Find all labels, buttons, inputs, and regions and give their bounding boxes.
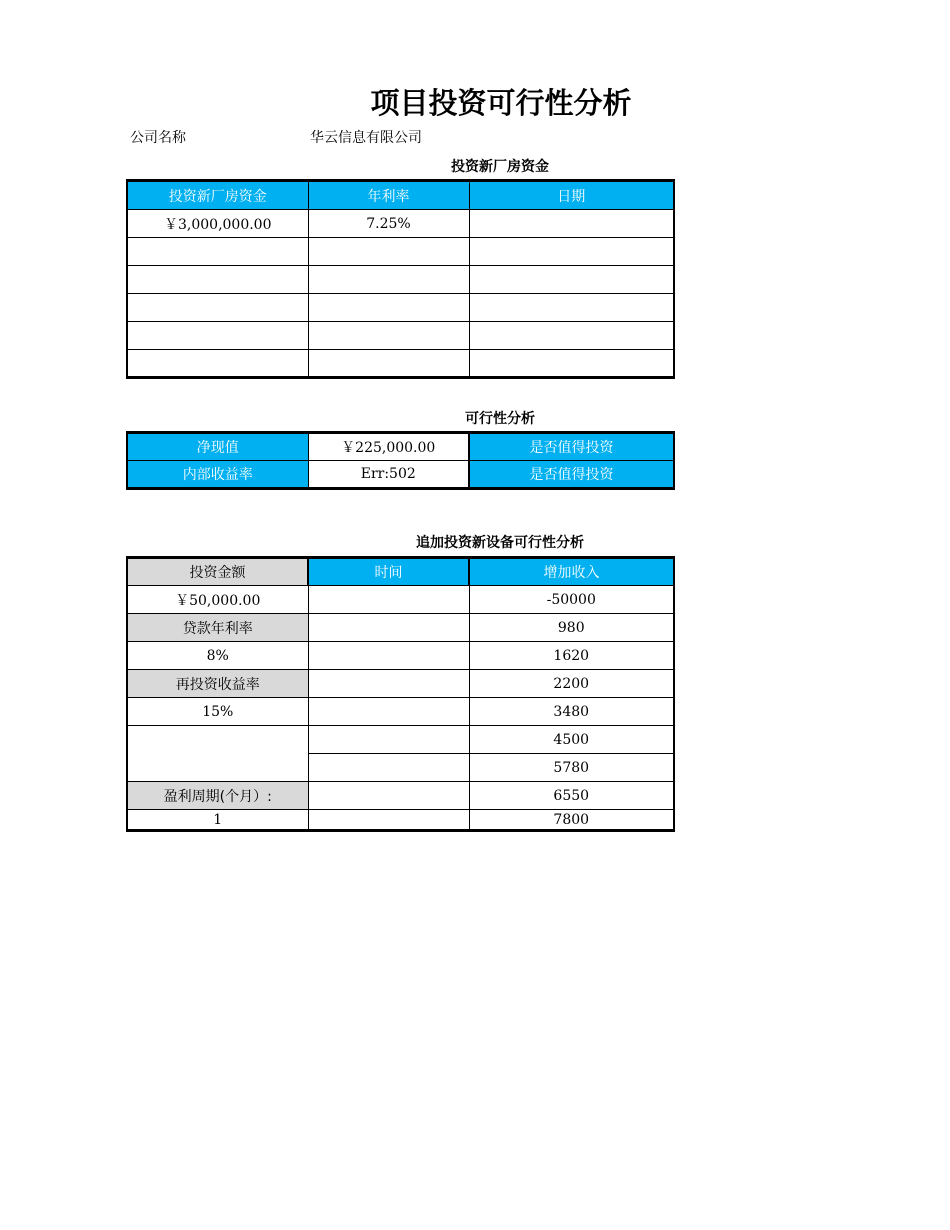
section2-caption: 可行性分析 (465, 411, 535, 427)
equipment-investment-table (126, 556, 675, 832)
income-cell[interactable]: 6550 (469, 782, 674, 810)
table-row (127, 642, 674, 670)
rate-cell[interactable] (308, 238, 469, 266)
table-row (127, 350, 674, 378)
loan-rate-value[interactable]: 8% (127, 642, 308, 670)
time-cell[interactable] (308, 698, 469, 726)
header-added-income: 增加收入 (469, 558, 674, 586)
investment-cell[interactable] (127, 238, 308, 266)
table-row (127, 266, 674, 294)
table-row (127, 586, 674, 614)
income-cell[interactable]: 5780 (469, 754, 674, 782)
table-row (127, 670, 674, 698)
time-cell[interactable] (308, 642, 469, 670)
header-annual-rate: 年利率 (308, 181, 469, 210)
time-cell[interactable] (308, 754, 469, 782)
investment-cell[interactable] (127, 266, 308, 294)
date-cell[interactable] (469, 266, 674, 294)
income-cell[interactable]: 4500 (469, 726, 674, 754)
rate-cell[interactable] (308, 322, 469, 350)
feasibility-table (126, 431, 675, 490)
company-label: 公司名称 (130, 130, 186, 146)
table-row (127, 782, 674, 810)
rate-cell[interactable] (308, 266, 469, 294)
date-cell[interactable] (469, 238, 674, 266)
rate-cell[interactable] (308, 350, 469, 378)
time-cell[interactable] (308, 614, 469, 642)
header-investment-amount: 投资金额 (127, 558, 308, 586)
date-cell[interactable] (469, 350, 674, 378)
time-cell[interactable] (308, 726, 469, 754)
time-cell[interactable] (308, 670, 469, 698)
table-row (127, 322, 674, 350)
header-date: 日期 (469, 181, 674, 210)
table-row (127, 433, 674, 461)
table-row (127, 810, 674, 831)
irr-label: 内部收益率 (127, 461, 308, 489)
reinvest-rate-label: 再投资收益率 (127, 670, 308, 698)
irr-value[interactable]: Err:502 (308, 461, 469, 489)
investment-cell[interactable] (127, 294, 308, 322)
page-title: 项目投资可行性分析 (370, 86, 632, 120)
profit-period-label: 盈利周期(个月）: (127, 782, 308, 810)
income-cell[interactable]: 3480 (469, 698, 674, 726)
time-cell[interactable] (308, 782, 469, 810)
table-row (127, 614, 674, 642)
investment-amount-value[interactable]: ￥50,000.00 (127, 586, 308, 614)
date-cell[interactable] (469, 322, 674, 350)
investment-cell[interactable]: ￥3,000,000.00 (127, 210, 308, 238)
loan-rate-label: 贷款年利率 (127, 614, 308, 642)
npv-value[interactable]: ￥225,000.00 (308, 433, 469, 461)
header-investment: 投资新厂房资金 (127, 181, 308, 210)
rate-cell[interactable]: 7.25% (308, 210, 469, 238)
income-cell[interactable]: -50000 (469, 586, 674, 614)
header-time: 时间 (308, 558, 469, 586)
irr-verdict[interactable]: 是否值得投资 (469, 461, 674, 489)
profit-period-value[interactable]: 1 (127, 810, 308, 831)
time-cell[interactable] (308, 586, 469, 614)
npv-label: 净现值 (127, 433, 308, 461)
table-row (127, 238, 674, 266)
merged-empty-cell[interactable] (127, 726, 308, 782)
date-cell[interactable] (469, 294, 674, 322)
table-row (127, 698, 674, 726)
table-row (127, 294, 674, 322)
factory-investment-table (126, 179, 675, 379)
investment-cell[interactable] (127, 322, 308, 350)
time-cell[interactable] (308, 810, 469, 831)
income-cell[interactable]: 2200 (469, 670, 674, 698)
section1-caption: 投资新厂房资金 (451, 159, 549, 175)
rate-cell[interactable] (308, 294, 469, 322)
npv-verdict[interactable]: 是否值得投资 (469, 433, 674, 461)
date-cell[interactable] (469, 210, 674, 238)
table-row (127, 461, 674, 489)
income-cell[interactable]: 980 (469, 614, 674, 642)
section3-caption: 追加投资新设备可行性分析 (416, 535, 584, 551)
income-cell[interactable]: 7800 (469, 810, 674, 831)
company-name[interactable]: 华云信息有限公司 (310, 130, 422, 146)
reinvest-rate-value[interactable]: 15% (127, 698, 308, 726)
income-cell[interactable]: 1620 (469, 642, 674, 670)
table-row (127, 210, 674, 238)
table-row (127, 726, 674, 754)
investment-cell[interactable] (127, 350, 308, 378)
